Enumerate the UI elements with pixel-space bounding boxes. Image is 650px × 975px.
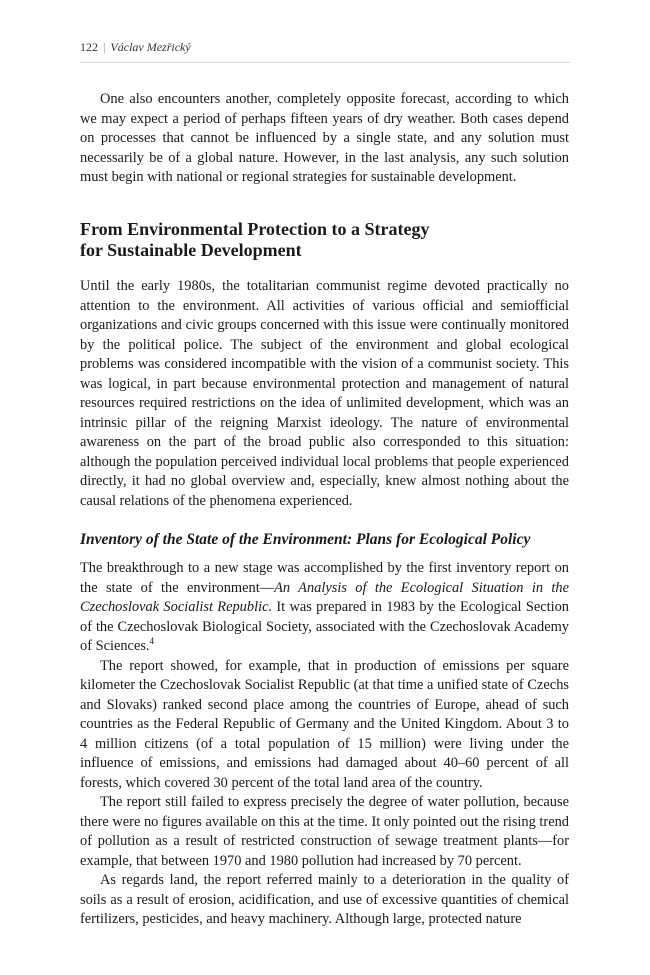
running-header <box>80 40 570 63</box>
report-title: An Analysis of the Ecological Situation in the Czechoslovak Socialist Republic. <box>80 579 569 615</box>
section-heading-line-1: From Environmental Protection to a Strategy <box>80 219 430 239</box>
footnote-marker: 4 <box>149 636 155 647</box>
intro-paragraph: One also encounters another, completely opposite forecast, according to which we may expect a period of perhaps fifteen years of dry weather. Both cases depend on processes that cannot be influenced by a single state, and any solution must necessarily be of a global nature. However, in the last analysis, any such solution must begin with national or regional strategies for sustainable development. <box>80 91 569 185</box>
page-number: 122 <box>80 40 98 54</box>
section-heading <box>80 219 569 261</box>
breakthrough-text-start: The breakthrough to a new stage was accomplished by the first inventory report on the state of the environment— <box>80 560 569 596</box>
subsection-heading: Inventory of the State of the Environment: Plans for Ecological Policy <box>80 531 531 548</box>
water-pollution-paragraph: The report still failed to express precisely the degree of water pollution, because there were no figures available on this at the time. It only pointed out the rising trend of pollution as a result of restricted construction of sewage treatment plants—for example, that between 1970 and 1980 pollution had increased by 70 percent. <box>80 794 569 869</box>
subsection-body <box>80 559 569 930</box>
running-header-author: Václav Mezřický <box>110 40 191 54</box>
header-separator: | <box>103 40 106 54</box>
land-quality-paragraph: As regards land, the report referred mainly to a deterioration in the quality of soils as a result of erosion, acidification, and use of excessive quantities of chemical fertilizers, pesticides, and heavy machinery. Although large, protected nature <box>80 872 569 927</box>
section-heading-line-2: for Sustainable Development <box>80 240 302 260</box>
breakthrough-paragraph <box>80 559 569 657</box>
report-findings-paragraph: The report showed, for example, that in production of emissions per square kilometer the Czechoslovak Socialist Republic (at that time a unified state of Czechs and Slovaks) ranked second place among the countries of Europe, ahead of such countries as the Federal Republic of Germany and the United Kingdom. About 3 to 4 million citizens (of a total population of 15 million) were living under the influence of emissions, and emissions had damaged about 40–60 percent of all forests, which covered 30 percent of the total land area of the country. <box>80 657 569 791</box>
breakthrough-text-end: It was prepared in 1983 by the Ecological Section of the Czechoslovak Biological Society, associated with the Czechoslovak Academy of Sciences. <box>80 599 569 654</box>
section-paragraph: Until the early 1980s, the totalitarian communist regime devoted practically no attention to the environment. All activities of various official and semiofficial organizations and civic groups concerned with this issue were continually monitored by the political police. The subject of the environment and global ecological problems was considered incompatible with the vision of a communist society. This was logical, in part because environmental protection and management of natural resources required restrictions on the idea of unlimited development, which was an intrinsic pillar of the reigning Marxist ideology. The nature of environmental awareness on the part of the broad public also corresponded to this situation: although the population perceived individual local problems that people experienced directly, it had no global overview and, especially, knew almost nothing about the causal relations of the phenomena experienced. <box>80 278 569 509</box>
intro-paragraph-block <box>80 90 569 188</box>
section-paragraph-block <box>80 277 569 511</box>
